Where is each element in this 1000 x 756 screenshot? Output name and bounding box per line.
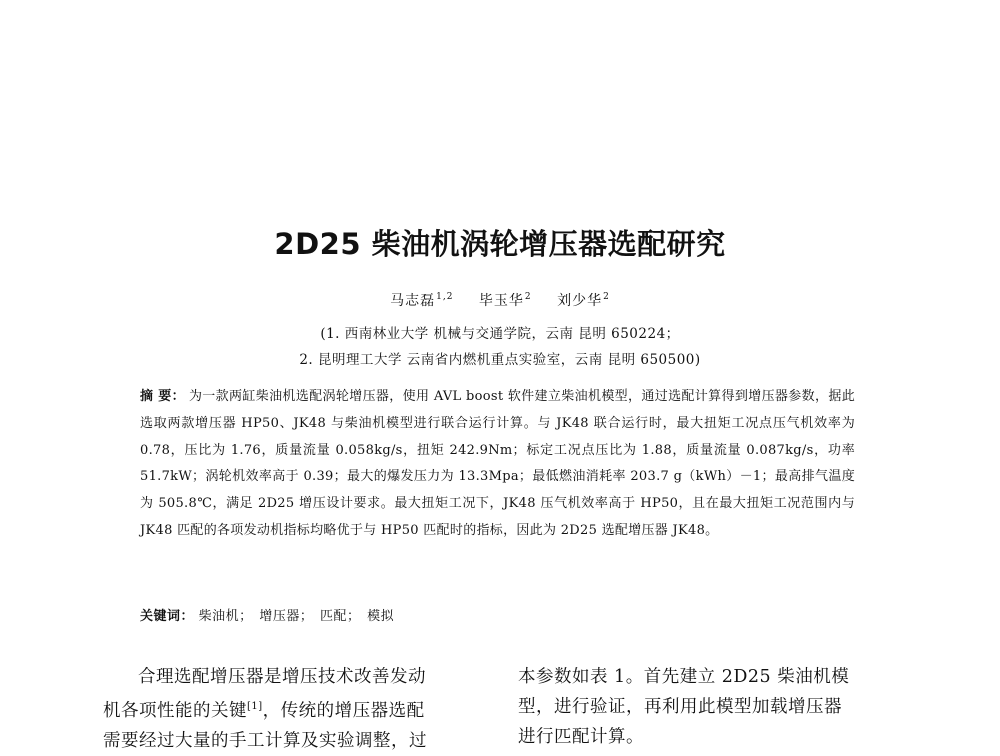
body-line <box>103 692 483 726</box>
keywords <box>140 605 855 624</box>
body-line: 型，进行验证，再利用此模型加载增压器 <box>518 697 842 717</box>
author-affiliation-mark: 2 <box>524 292 532 303</box>
author <box>479 293 532 309</box>
abstract-label: 摘 要： <box>140 389 185 404</box>
keywords-label: 关键词： <box>140 609 195 624</box>
author-name: 毕玉华 <box>478 293 524 309</box>
author-affiliation-mark: 1,2 <box>436 292 454 303</box>
body-line: 进行匹配计算。 <box>518 727 644 747</box>
body-line: 合理选配增压器是增压技术改善发动 <box>138 667 426 687</box>
keyword: 模拟 <box>367 609 395 624</box>
author-name: 刘少华 <box>557 293 603 309</box>
keyword: 增压器； <box>259 609 314 624</box>
abstract-text: 为一款两缸柴油机选配涡轮增压器，使用 AVL boost 软件建立柴油机模型，通过选配计算得到增压器参数，据此选取两款增压器 HP50、JK48 与柴油机模型进行联合运行计算。与 JK48 联合运行时，最大扭矩工况点压气机效率为 0.78，压比为 1.76，质量流量 0.058kg/s，扭矩 242.9Nm；标定工况点压比为 1.88，质量流量 0.087kg/s，功率 51.7kW；涡轮机效率高于 0.39；最大的爆发压力为 13.3Mpa；最低燃油消耗率 203.7 g（kWh）－1；最高排气温度为 505.8℃，满足 2D25 增压设计要求。最大扭矩工况下，JK48 压气机效率高于 HP50，且在最大扭矩工况范围内与 JK48 匹配的各项发动机指标均略优于与 HP50 匹配时的指标，因此为 2D25 选配增压器 JK48。 <box>140 389 855 538</box>
paper-title: 2D25 柴油机涡轮增压器选配研究 <box>274 227 726 261</box>
keyword: 匹配； <box>319 609 361 624</box>
author-affiliation-mark: 2 <box>603 292 610 303</box>
citation-ref[interactable]: [1] <box>247 701 263 712</box>
affiliation-1: (1. 西南林业大学 机械与交通学院，云南 昆明 650224； <box>320 326 680 342</box>
author-name: 马志磊 <box>390 293 436 309</box>
author <box>390 293 453 309</box>
affiliation-2: 2. 昆明理工大学 云南省内燃机重点实验室，云南 昆明 650500) <box>299 352 701 368</box>
author-list <box>0 290 1000 310</box>
body-line: 本参数如表 1。首先建立 2D25 柴油机模 <box>518 667 850 687</box>
body-text: ，传统的增压器选配 <box>262 700 425 721</box>
keyword: 柴油机； <box>198 609 253 624</box>
body-column-left <box>103 662 483 756</box>
abstract <box>140 384 855 545</box>
body-column-right <box>518 662 898 752</box>
body-line: 需要经过大量的手工计算及实验调整，过 <box>103 730 427 751</box>
author <box>557 293 610 309</box>
body-text: 机各项性能的关键 <box>103 700 247 721</box>
